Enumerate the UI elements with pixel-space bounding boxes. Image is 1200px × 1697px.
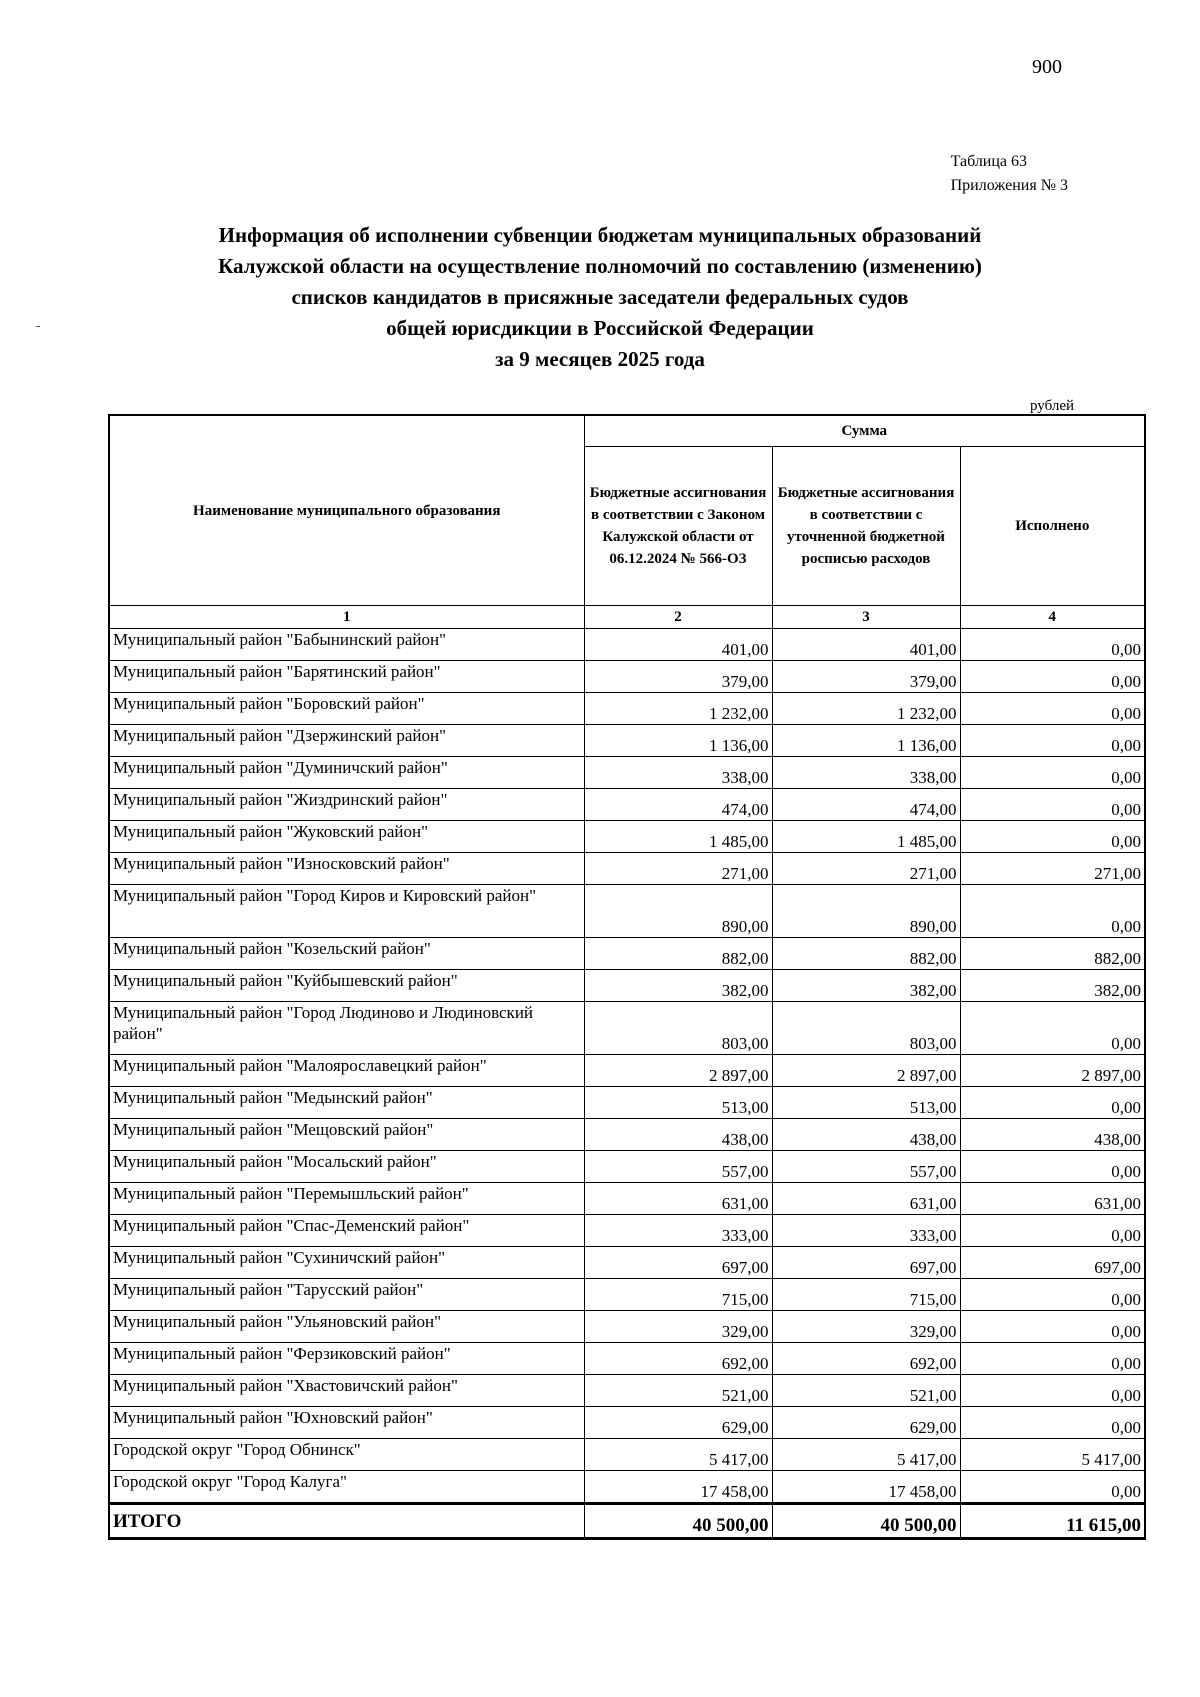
table-reference-line1: Таблица 63 [950,153,1028,170]
row-name: Городской округ "Город Калуга" [109,1471,584,1504]
row-refined: 2 897,00 [772,1055,960,1087]
row-executed: 0,00 [960,1343,1145,1375]
row-refined: 513,00 [772,1087,960,1119]
row-name: Городской округ "Город Обнинск" [109,1439,584,1471]
row-law: 631,00 [584,1183,772,1215]
table-row [109,853,1145,885]
header-refined-allocations: Бюджетные ассигнования в соответствии с уточненной бюджетной росписью расходов [772,447,960,606]
row-executed: 0,00 [960,1311,1145,1343]
row-name: Муниципальный район "Мещовский район" [109,1119,584,1151]
row-executed: 697,00 [960,1247,1145,1279]
row-refined: 557,00 [772,1151,960,1183]
row-executed: 2 897,00 [960,1055,1145,1087]
table-row [109,1471,1145,1504]
row-executed: 0,00 [960,821,1145,853]
header-num-1: 1 [109,606,584,629]
row-law: 438,00 [584,1119,772,1151]
total-row [109,1504,1145,1539]
row-executed: 0,00 [960,757,1145,789]
row-refined: 329,00 [772,1311,960,1343]
row-law: 715,00 [584,1279,772,1311]
title-line2: Калужской области на осуществление полномочий по составлению (изменению) [218,254,982,278]
header-num-2: 2 [584,606,772,629]
row-name: Муниципальный район "Барятинский район" [109,661,584,693]
row-refined: 715,00 [772,1279,960,1311]
row-executed: 0,00 [960,661,1145,693]
row-refined: 438,00 [772,1119,960,1151]
table-row [109,885,1145,938]
header-sum: Сумма [584,415,1145,447]
row-executed: 631,00 [960,1183,1145,1215]
row-name: Муниципальный район "Перемышльский район" [109,1183,584,1215]
row-name: Муниципальный район "Жиздринский район" [109,789,584,821]
row-refined: 697,00 [772,1247,960,1279]
header-num-4: 4 [960,606,1145,629]
table-row [109,1119,1145,1151]
table-row [109,1215,1145,1247]
row-law: 379,00 [584,661,772,693]
units-label: рублей [1030,398,1075,414]
row-refined: 882,00 [772,938,960,970]
row-name: Муниципальный район "Дзержинский район" [109,725,584,757]
row-refined: 631,00 [772,1183,960,1215]
row-refined: 401,00 [772,629,960,661]
table-body [109,629,1145,1539]
row-law: 513,00 [584,1087,772,1119]
table-row [109,1183,1145,1215]
row-refined: 338,00 [772,757,960,789]
row-law: 521,00 [584,1375,772,1407]
total-law: 40 500,00 [584,1504,772,1539]
row-refined: 1 485,00 [772,821,960,853]
row-name: Муниципальный район "Боровский район" [109,693,584,725]
row-law: 697,00 [584,1247,772,1279]
row-name: Муниципальный район "Медынский район" [109,1087,584,1119]
row-name: Муниципальный район "Бабынинский район" [109,629,584,661]
table-row [109,725,1145,757]
row-refined: 890,00 [772,885,960,938]
row-name: Муниципальный район "Ульяновский район" [109,1311,584,1343]
row-executed: 0,00 [960,1002,1145,1055]
row-name: Муниципальный район "Думиничский район" [109,757,584,789]
table-row [109,789,1145,821]
row-name: Муниципальный район "Козельский район" [109,938,584,970]
title-line1: Информация об исполнении субвенции бюджетам муниципальных образований [218,223,982,247]
row-name: Муниципальный район "Хвастовичский район" [109,1375,584,1407]
row-refined: 271,00 [772,853,960,885]
row-refined: 1 136,00 [772,725,960,757]
row-name: Муниципальный район "Куйбышевский район" [109,970,584,1002]
row-executed: 0,00 [960,1375,1145,1407]
row-refined: 692,00 [772,1343,960,1375]
table-row [109,693,1145,725]
row-executed: 0,00 [960,1151,1145,1183]
row-name: Муниципальный район "Мосальский район" [109,1151,584,1183]
table-row [109,970,1145,1002]
row-law: 382,00 [584,970,772,1002]
title-line4: общей юрисдикции в Российской Федерации [386,316,814,340]
table-row [109,1002,1145,1055]
row-executed: 0,00 [960,1407,1145,1439]
row-executed: 0,00 [960,1471,1145,1504]
table-row [109,1311,1145,1343]
table-row [109,1439,1145,1471]
row-executed: 882,00 [960,938,1145,970]
table-row [109,1407,1145,1439]
total-refined: 40 500,00 [772,1504,960,1539]
table-row [109,661,1145,693]
row-name: Муниципальный район "Жуковский район" [109,821,584,853]
table-row [109,629,1145,661]
title-line5: за 9 месяцев 2025 года [495,347,705,371]
header-name: Наименование муниципального образования [109,415,584,606]
row-law: 474,00 [584,789,772,821]
table-row [109,1087,1145,1119]
table-row [109,757,1145,789]
row-law: 401,00 [584,629,772,661]
table-row [109,1375,1145,1407]
row-law: 17 458,00 [584,1471,772,1504]
row-refined: 629,00 [772,1407,960,1439]
row-name: Муниципальный район "Город Людиново и Людиновский район" [109,1002,584,1055]
table-row [109,821,1145,853]
row-law: 2 897,00 [584,1055,772,1087]
row-executed: 0,00 [960,1279,1145,1311]
total-executed: 11 615,00 [960,1504,1145,1539]
row-name: Муниципальный район "Сухиничский район" [109,1247,584,1279]
row-refined: 5 417,00 [772,1439,960,1471]
row-refined: 379,00 [772,661,960,693]
row-name: Муниципальный район "Спас-Деменский район" [109,1215,584,1247]
table-row [109,1343,1145,1375]
table-row [109,1247,1145,1279]
row-executed: 0,00 [960,629,1145,661]
row-name: Муниципальный район "Малоярославецкий район" [109,1055,584,1087]
row-refined: 803,00 [772,1002,960,1055]
row-law: 890,00 [584,885,772,938]
row-name: Муниципальный район "Юхновский район" [109,1407,584,1439]
row-law: 803,00 [584,1002,772,1055]
row-refined: 382,00 [772,970,960,1002]
row-law: 338,00 [584,757,772,789]
row-name: Муниципальный район "Ферзиковский район" [109,1343,584,1375]
row-law: 882,00 [584,938,772,970]
row-executed: 0,00 [960,1215,1145,1247]
stray-mark [36,326,40,327]
title-line3: списков кандидатов в присяжные заседатели федеральных судов [291,285,909,309]
page-number: 900 [1032,56,1062,78]
row-executed: 5 417,00 [960,1439,1145,1471]
row-executed: 0,00 [960,789,1145,821]
table-row [109,1055,1145,1087]
row-law: 1 485,00 [584,821,772,853]
table-row [109,1279,1145,1311]
total-label: ИТОГО [109,1504,584,1539]
row-law: 692,00 [584,1343,772,1375]
row-law: 271,00 [584,853,772,885]
row-law: 5 417,00 [584,1439,772,1471]
document-title [160,220,1040,375]
header-num-3: 3 [772,606,960,629]
row-executed: 0,00 [960,725,1145,757]
row-refined: 333,00 [772,1215,960,1247]
table-reference [951,150,1068,198]
table-row [109,938,1145,970]
row-law: 329,00 [584,1311,772,1343]
row-law: 1 232,00 [584,693,772,725]
row-executed: 0,00 [960,885,1145,938]
row-name: Муниципальный район "Тарусский район" [109,1279,584,1311]
row-executed: 438,00 [960,1119,1145,1151]
row-law: 629,00 [584,1407,772,1439]
row-executed: 0,00 [960,693,1145,725]
row-executed: 382,00 [960,970,1145,1002]
row-executed: 0,00 [960,1087,1145,1119]
budget-table [108,414,1146,1540]
row-law: 333,00 [584,1215,772,1247]
table-row [109,1151,1145,1183]
row-executed: 271,00 [960,853,1145,885]
row-refined: 17 458,00 [772,1471,960,1504]
row-name: Муниципальный район "Город Киров и Кировский район" [109,885,584,938]
row-refined: 474,00 [772,789,960,821]
table-reference-line2: Приложения № 3 [950,177,1068,194]
row-law: 557,00 [584,1151,772,1183]
row-refined: 1 232,00 [772,693,960,725]
row-law: 1 136,00 [584,725,772,757]
row-refined: 521,00 [772,1375,960,1407]
header-executed: Исполнено [960,447,1145,606]
header-law-allocations: Бюджетные ассигнования в соответствии с Законом Калужской области от 06.12.2024 № 566-ОЗ [584,447,772,606]
row-name: Муниципальный район "Износковский район" [109,853,584,885]
